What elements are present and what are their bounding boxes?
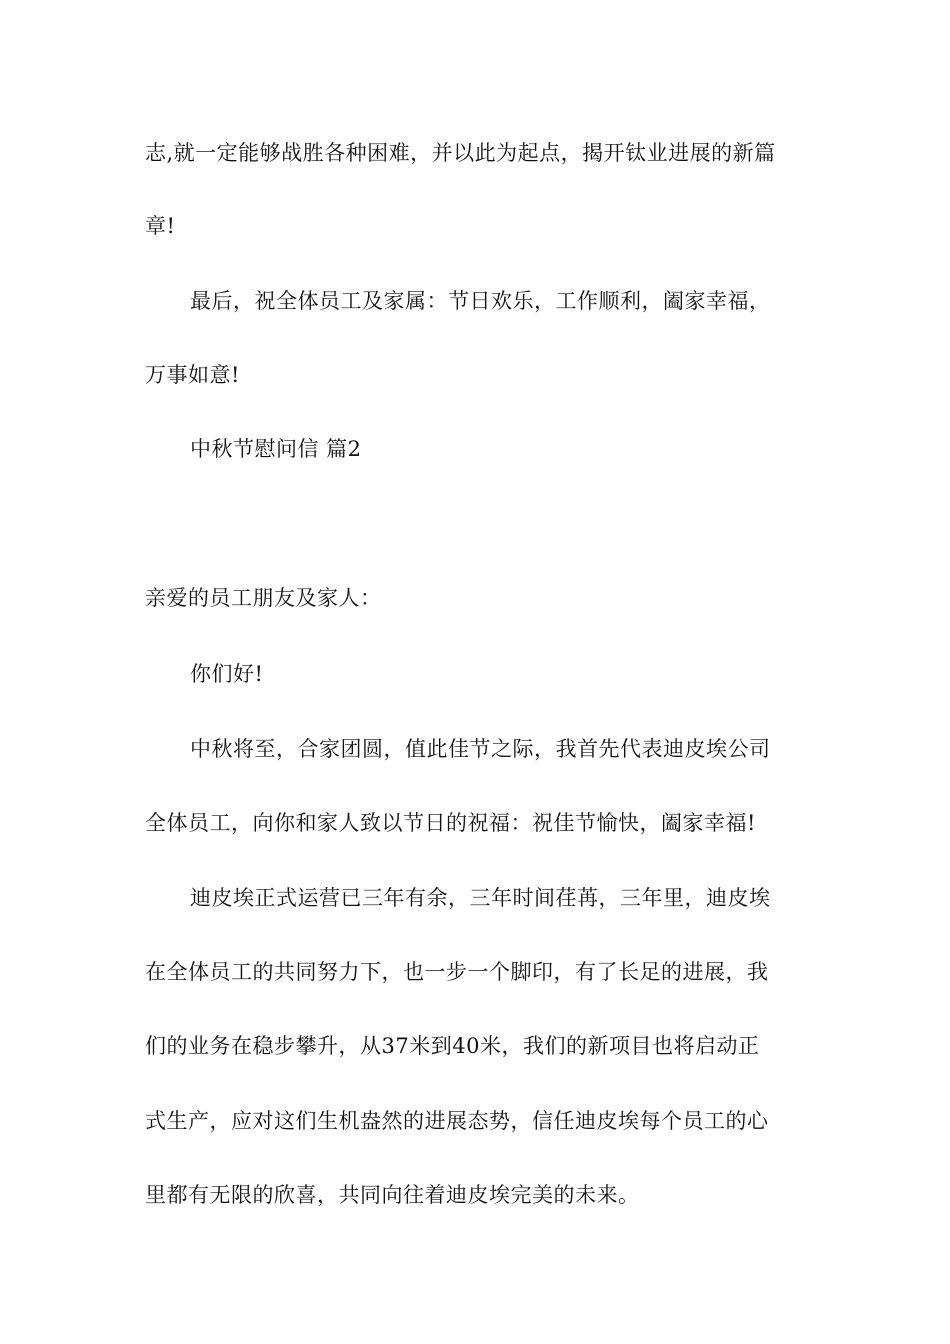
paragraph-line: 万事如意! bbox=[145, 363, 240, 387]
greeting: 你们好! bbox=[190, 662, 264, 686]
paragraph-line: 章! bbox=[145, 214, 176, 238]
paragraph-line: 迪皮埃正式运营已三年有余，三年时间荏苒，三年里，迪皮埃 bbox=[190, 886, 771, 910]
paragraph-line: 们的业务在稳步攀升，从37米到40米，我们的新项目也将启动正 bbox=[145, 1034, 760, 1058]
paragraph-line: 最后，祝全体员工及家属：节日欢乐，工作顺利，阖家幸福， bbox=[190, 289, 771, 313]
paragraph-line: 志,就一定能够战胜各种困难，并以此为起点，揭开钛业进展的新篇 bbox=[145, 141, 776, 165]
paragraph-line: 在全体员工的共同努力下，也一步一个脚印，有了长足的进展，我 bbox=[145, 960, 769, 984]
section-heading: 中秋节慰问信 篇2 bbox=[190, 437, 362, 461]
paragraph-line: 式生产，应对这们生机盎然的进展态势，信任迪皮埃每个员工的心 bbox=[145, 1109, 769, 1133]
paragraph-line: 全体员工，向你和家人致以节日的祝福：祝佳节愉快，阖家幸福! bbox=[145, 811, 756, 835]
paragraph-line: 里都有无限的欣喜，共同向往着迪皮埃完美的未来。 bbox=[145, 1183, 640, 1207]
paragraph-line: 中秋将至，合家团圆，值此佳节之际，我首先代表迪皮埃公司 bbox=[190, 737, 771, 761]
salutation: 亲爱的员工朋友及家人： bbox=[145, 586, 382, 610]
